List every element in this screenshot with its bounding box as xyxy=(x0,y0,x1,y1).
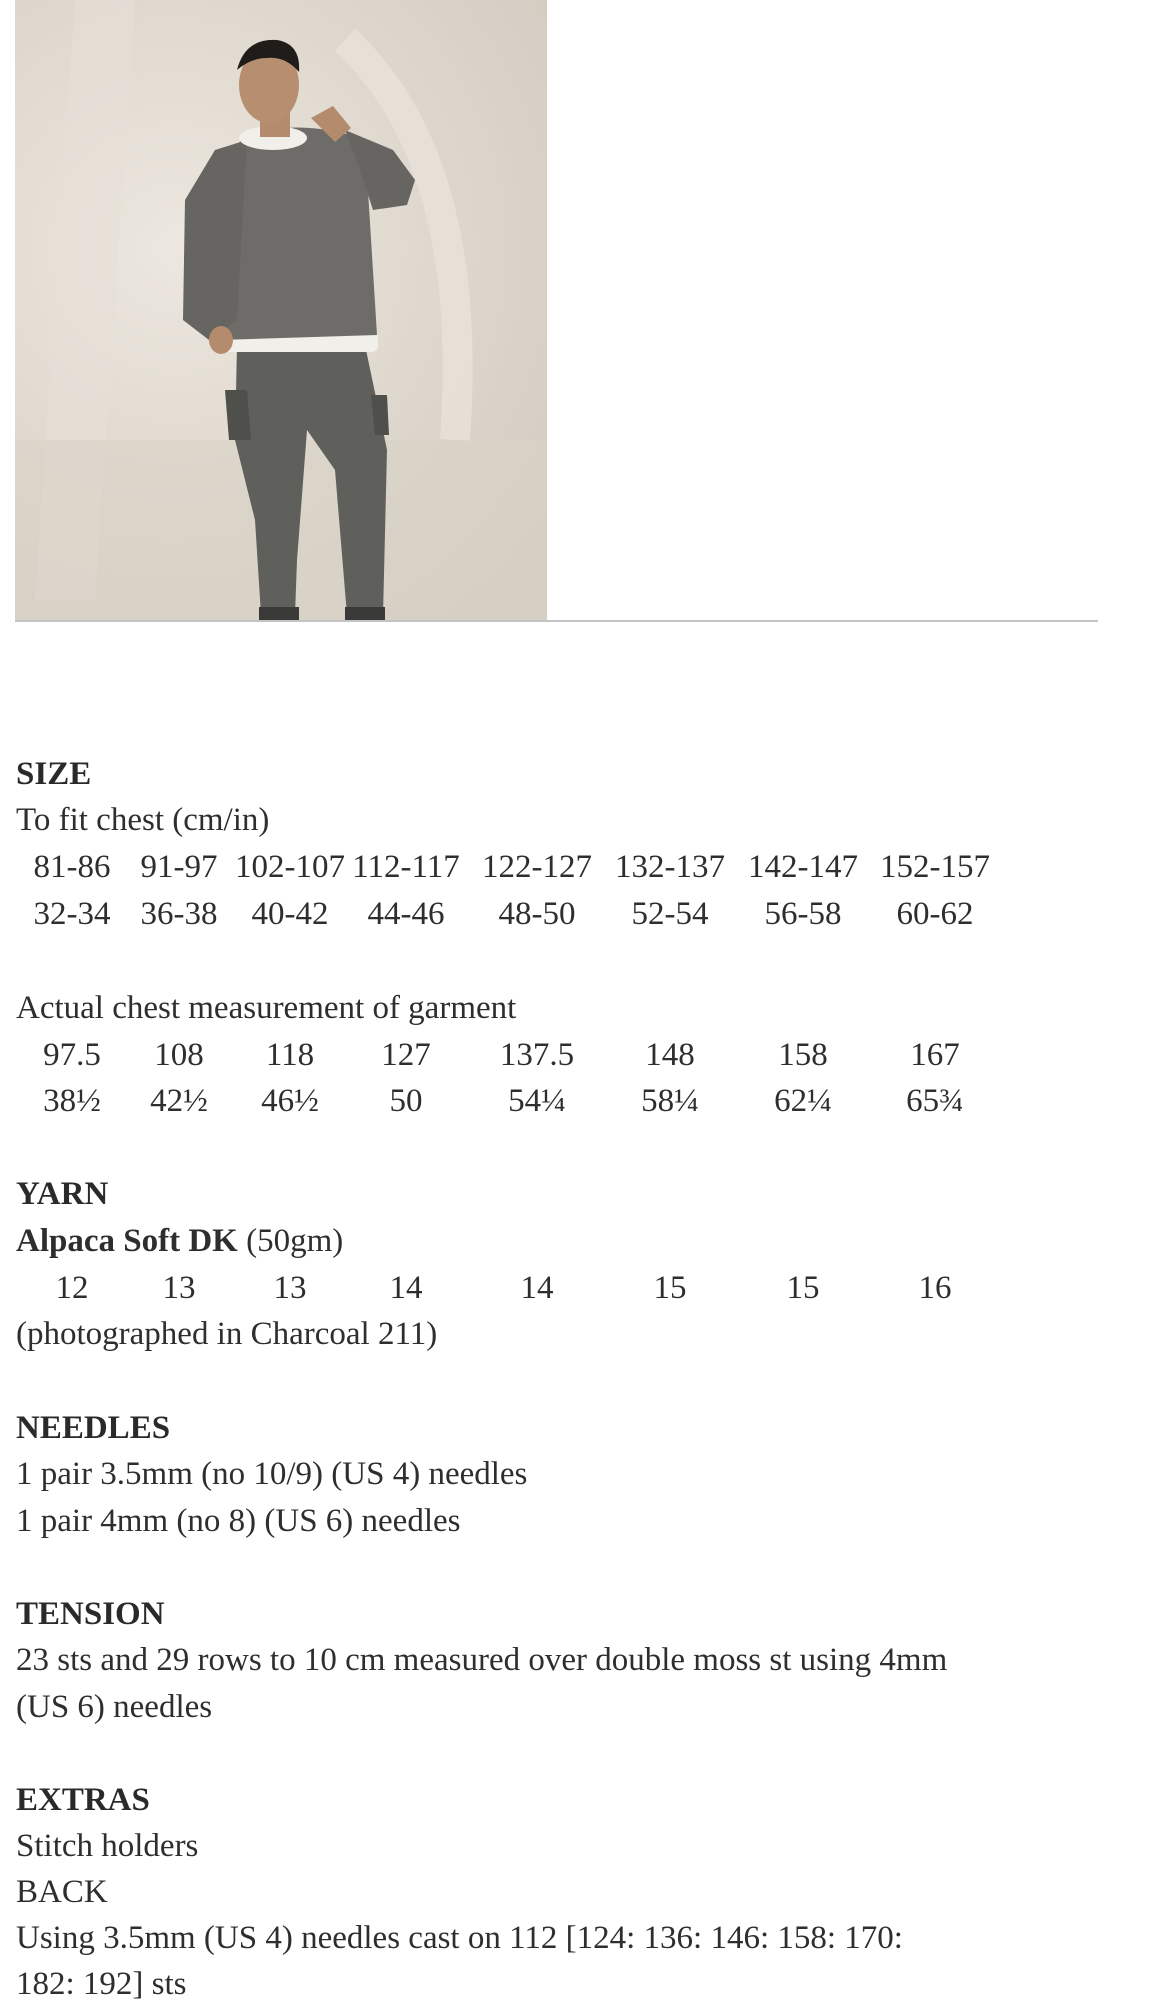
size-column-value: 102-107 xyxy=(235,849,345,885)
size-column-value: 62¼ xyxy=(774,1083,832,1119)
extras-item: Stitch holders xyxy=(16,1828,199,1864)
size-column-value: 14 xyxy=(520,1270,554,1306)
size-column-value: 60-62 xyxy=(896,896,974,932)
needles-heading: NEEDLES xyxy=(16,1410,171,1446)
size-column-value: 52-54 xyxy=(631,896,709,932)
size-column-value: 127 xyxy=(381,1037,431,1073)
size-column-value: 148 xyxy=(645,1037,695,1073)
tension-line: 23 sts and 29 rows to 10 cm measured over double moss st using 4mm xyxy=(16,1642,948,1678)
size-column-value: 167 xyxy=(910,1037,960,1073)
back-heading: BACK xyxy=(16,1874,108,1910)
yarn-name-line xyxy=(16,1221,343,1261)
size-column-value: 12 xyxy=(55,1270,89,1306)
model-photo-icon xyxy=(15,0,547,620)
size-column-value: 15 xyxy=(653,1270,687,1306)
size-column-value: 46½ xyxy=(261,1083,319,1119)
size-column-value: 54¼ xyxy=(508,1083,566,1119)
size-column-value: 50 xyxy=(389,1083,423,1119)
needles-item: 1 pair 4mm (no 8) (US 6) needles xyxy=(16,1503,461,1539)
size-column-value: 58¼ xyxy=(641,1083,699,1119)
needles-item: 1 pair 3.5mm (no 10/9) (US 4) needles xyxy=(16,1456,528,1492)
yarn-heading: YARN xyxy=(16,1176,109,1212)
actual-chest-label: Actual chest measurement of garment xyxy=(16,990,517,1026)
size-column-value: 56-58 xyxy=(764,896,842,932)
size-column-value: 44-46 xyxy=(367,896,445,932)
size-column-value: 152-157 xyxy=(880,849,990,885)
back-line: Using 3.5mm (US 4) needles cast on 112 [124: 136: 146: 158: 170: xyxy=(16,1920,903,1956)
size-column-value: 81-86 xyxy=(33,849,111,885)
yarn-weight: (50gm) xyxy=(237,1223,344,1259)
size-heading: SIZE xyxy=(16,756,92,792)
yarn-note: (photographed in Charcoal 211) xyxy=(16,1316,438,1352)
size-column-value: 112-117 xyxy=(352,849,460,885)
size-column-value: 15 xyxy=(786,1270,820,1306)
size-column-value: 108 xyxy=(154,1037,204,1073)
size-column-value: 38½ xyxy=(43,1083,101,1119)
size-column-value: 48-50 xyxy=(498,896,576,932)
tension-line: (US 6) needles xyxy=(16,1689,213,1725)
size-column-value: 14 xyxy=(389,1270,423,1306)
size-column-value: 118 xyxy=(265,1037,315,1073)
model-photo xyxy=(15,0,547,620)
size-column-value: 142-147 xyxy=(748,849,858,885)
size-column-value: 36-38 xyxy=(140,896,218,932)
size-column-value: 132-137 xyxy=(615,849,725,885)
size-column-value: 122-127 xyxy=(482,849,592,885)
size-column-value: 65¾ xyxy=(906,1083,964,1119)
size-column-value: 158 xyxy=(778,1037,828,1073)
size-column-value: 16 xyxy=(918,1270,952,1306)
tension-heading: TENSION xyxy=(16,1596,165,1632)
size-column-value: 42½ xyxy=(150,1083,208,1119)
size-column-value: 91-97 xyxy=(140,849,218,885)
size-column-value: 137.5 xyxy=(499,1037,575,1073)
fit-chest-label: To fit chest (cm/in) xyxy=(16,802,270,838)
size-column-value: 13 xyxy=(162,1270,196,1306)
yarn-name: Alpaca Soft DK xyxy=(16,1223,238,1259)
divider-line xyxy=(15,620,1098,622)
size-column-value: 32-34 xyxy=(33,896,111,932)
size-column-value: 97.5 xyxy=(43,1037,101,1073)
size-column-value: 13 xyxy=(273,1270,307,1306)
size-column-value: 40-42 xyxy=(251,896,329,932)
extras-heading: EXTRAS xyxy=(16,1782,150,1818)
back-line: 182: 192] sts xyxy=(16,1966,187,2002)
